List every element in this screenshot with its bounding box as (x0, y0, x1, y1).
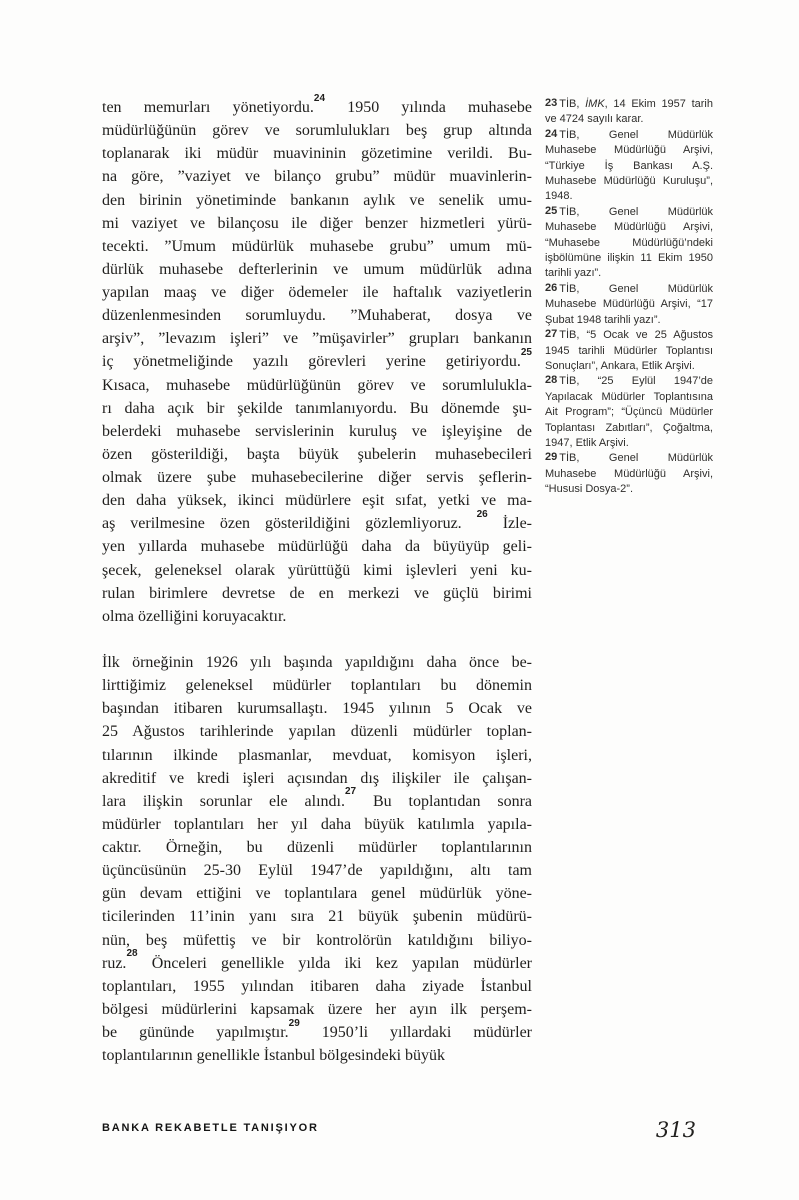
footnote-number: 25 (545, 204, 558, 217)
footnote: 25 TİB, Genel Müdürlük Muhasebe Müdürlüğü Arşivi, “Muhasebe Müdürlüğü’ndeki işbölümüne ilişkin 11 Ekim 1950 tarihli yazı”. (545, 204, 713, 280)
text-line: rı daha açık bir şekilde tanımlanıyordu. Bu dönemde şu- (102, 399, 532, 417)
italic-citation-title: İMK (585, 98, 605, 110)
text-line: üçüncüsünün 25-30 Eylül 1947’de yapıldığını, altı tam (102, 862, 532, 880)
text-line: toplantıları, 1955 yılından itibaren daha ziyade İstanbul (102, 977, 532, 995)
text-line: den birinin yönetiminde bankanın aylık ve senelik umu- (102, 191, 532, 209)
text-line: İlk örneğinin 1926 yılı başında yapıldığını daha önce be- (102, 654, 532, 671)
text-line: ticilerinden 11’inin yanı sıra 21 büyük şubenin müdürü- (102, 908, 532, 926)
paragraph (102, 651, 532, 1067)
text-line: ruz.$^{28}$ Önceleri genellikle yılda iki kez yapılan müdürler (102, 948, 532, 972)
text-line: gün devam ettiğini ve toplantılara genel müdürlük yöne- (102, 885, 532, 903)
text-line: toplantılarının genellikle İstanbul bölgesindeki büyük (102, 1047, 446, 1065)
footnote: 29 TİB, Genel Müdürlük Muhasebe Müdürlüğü Arşivi, “Hususi Dosya-2”. (545, 451, 713, 496)
text-line: Kısaca, muhasebe müdürlüğünün görev ve sorumlulukla- (102, 376, 532, 394)
footnote-number: 28 (545, 374, 558, 387)
footnote-ref: 25 (520, 347, 532, 359)
text-line: şecek, geleneksel olarak yürüttüğü kimi işlevleri yeni ku- (102, 561, 532, 579)
footnote-ref: 26 (476, 508, 488, 520)
text-line: toplanarak iki müdür muavininin gözetimine verildi. Bu- (102, 145, 532, 163)
footnote: 24 TİB, Genel Müdürlük Muhasebe Müdürlüğü Arşivi, “Türkiye İş Bankası A.Ş. Muhasebe Müdürlüğü Kuruluşu”, 1948. (545, 127, 713, 203)
text-line: lara ilişkin sorunlar ele alındı.$^{27}$ Bu toplantıdan sonra (102, 786, 533, 810)
footnote: 26 TİB, Genel Müdürlük Muhasebe Müdürlüğü Arşivi, “17 Şubat 1948 tarihli yazı”. (545, 281, 713, 326)
text-line: iç yönetmeliğinde yazılı görevleri yerine getiriyordu.$^{25}$ (102, 347, 532, 371)
text-line: nün, beş müfettiş ve bir kontrolörün katıldığını biliyo- (102, 931, 532, 949)
text-line: na göre, ”vaziyet ve bilanço grubu” müdür muavinlerin- (102, 168, 532, 186)
text-line: tılarının ilkinde plasmanlar, mevduat, komisyon işleri, (102, 746, 532, 764)
footnote-number: 23 (545, 97, 558, 109)
text-line: den daha yüksek, ikinci müdürlere eşit sıfat, yetki ve ma- (102, 492, 532, 510)
text-line: 25 Ağustos tarihlerinde yapılan düzenli müdürler toplan- (102, 723, 532, 741)
footnote: 27 TİB, “5 Ocak ve 25 Ağustos 1945 tarihli Müdürler Toplantısı Sonuçları”, Ankara, Etlik Arşivi. (545, 328, 713, 372)
main-text-column (102, 92, 533, 1067)
text-line: belerdeki muhasebe servislerinin kuruluş ve işleyişine de (102, 422, 532, 440)
text-line: be gününde yapılmıştır.$^{29}$ 1950’li yıllardaki müdürler (102, 1017, 532, 1041)
text-line: yen yıllarda muhasebe müdürlüğü daha da büyüyüp geli- (102, 538, 532, 556)
page-number: 313 (655, 1118, 696, 1142)
text-line: müdürlüğünün görev ve sorumlulukları beş grup altında (102, 122, 532, 140)
text-line: arşiv”, ”levazım işleri” ve ”müşavirler” grupları bankanın (102, 330, 532, 348)
footnote-ref: 28 (126, 948, 138, 960)
footnote-number: 24 (545, 127, 558, 140)
text-line: olma özelliğini koruyacaktır. (102, 607, 287, 625)
text-line: müdürler toplantıları her yıl daha büyük katılımla yapıla- (102, 815, 532, 833)
text-line: dürlük muhasebe defterlerinin ve umum müdürlük adına (102, 260, 532, 278)
footnote: 28 TİB, “25 Eylül 1947’de Yapılacak Müdürler Toplantısına Ait Program”; “Üçüncü Müdürler Toplantası Zabıtları”, Çoğaltma, 1947, Etlik Arşivi. (545, 374, 713, 449)
text-line: tecekti. ”Umum müdürlük muhasebe grubu” umum mü- (102, 237, 532, 255)
text-line: başından itibaren kurumsallaştı. 1945 yılının 5 Ocak ve (102, 700, 532, 718)
text-line: lirttiğimiz geleneksel müdürler toplantıları bu dönemin (102, 677, 532, 695)
running-footer-title: BANKA REKABETLE TANIŞIYOR (102, 1122, 319, 1134)
text-line: aş verilmesine özen gösterildiğini gözlemliyoruz. $^{26}$ İzle- (102, 508, 532, 533)
footnote-ref: 24 (313, 92, 326, 104)
text-line: özen gösterildiği, başta büyük şubelerin muhasebecileri (102, 445, 532, 463)
paragraph (102, 92, 532, 628)
footnote-number: 27 (545, 328, 558, 341)
text-line: bölgesi müdürlerini kapsamak üzere her ayın ilk perşem- (102, 1000, 532, 1018)
text-line: ten memurları yönetiyordu.$^{24}$ 1950 yılında muhasebe (102, 92, 532, 116)
footnote-number: 29 (545, 451, 558, 464)
text-line: mi vaziyet ve bilançosu ile diğer benzer hizmetleri yürü- (102, 214, 532, 232)
sidenote-column (545, 97, 713, 498)
text-line: caktır. Örneğin, bu düzenli müdürler toplantılarının (102, 839, 532, 856)
footnote-number: 26 (545, 281, 558, 294)
text-line: olmak üzere şube muhasebecilerine diğer servis şeflerin- (102, 469, 532, 486)
text-line: akreditif ve kredi işleri açısından dış ilişkiler ile çalışan- (102, 769, 532, 787)
footnote: 23 TİB, İMK, 14 Ekim 1957 tarih ve 4724 sayılı karar. (545, 97, 713, 126)
footnote-ref: 29 (288, 1017, 300, 1029)
footnote-ref: 27 (344, 786, 357, 798)
text-line: rulan birimlere devretse de en merkezi ve güçlü birimi (102, 584, 532, 602)
text-line: düzenlenmesinden sorumluydu. ”Muhaberat, dosya ve (102, 307, 532, 325)
text-line: yapılan maaş ve diğer ödemeler ile haftalık vaziyetlerin (102, 284, 532, 301)
